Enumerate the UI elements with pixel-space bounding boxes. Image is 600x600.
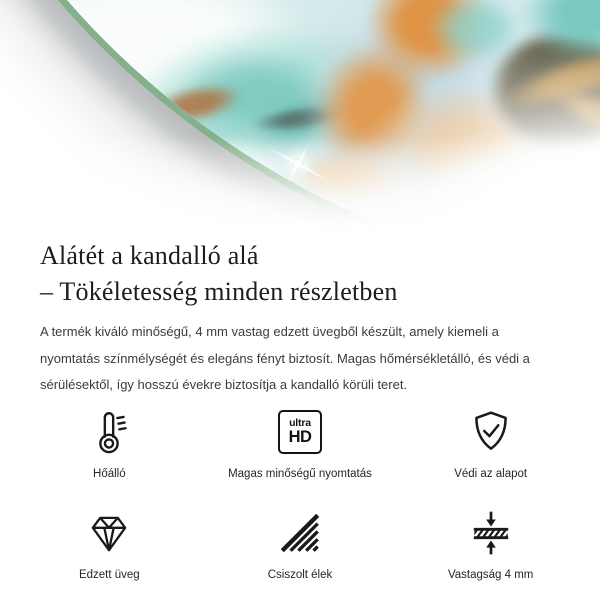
- feature-label: Magas minőségű nyomtatás: [228, 467, 372, 480]
- feature-thickness: [395, 507, 586, 581]
- polished-edges-icon: [275, 507, 325, 560]
- diamond-icon: [84, 507, 134, 560]
- feature-label: Védi az alapot: [454, 467, 528, 480]
- features-grid: [0, 406, 600, 581]
- ultra-hd-icon: [278, 406, 322, 459]
- thickness-arrows-icon: [466, 507, 516, 560]
- feature-label: Hőálló: [93, 467, 126, 480]
- page-title-line2: – Tökéletesség minden részletben: [40, 277, 398, 306]
- feature-label: Vastagság 4 mm: [447, 568, 534, 581]
- page-title-line1: Alátét a kandalló alá: [40, 241, 259, 270]
- feature-label: Csiszolt élek: [267, 568, 333, 581]
- product-description: A termék kiváló minőségű, 4 mm vastag edzett üvegből készült, amely kiemeli a nyomtatás színmélységét és elegáns fényt biztosít. Magas hőmérsékletálló, és védi a sérülésektől, így hosszú évekre biztosítja a kandalló körüli teret.: [40, 324, 530, 392]
- glass-plate-photo: [0, 0, 600, 236]
- ultra-hd-badge: [278, 410, 322, 454]
- feature-label: Edzett üveg: [78, 568, 140, 581]
- ultra-hd-badge-top: ultra: [289, 417, 311, 429]
- feature-polished-edges: [205, 507, 396, 581]
- ultra-hd-badge-bottom: HD: [288, 428, 312, 446]
- feature-print-quality: [205, 406, 396, 480]
- shield-check-icon: [466, 406, 516, 459]
- product-image: [0, 0, 600, 236]
- feature-tempered-glass: [14, 507, 205, 581]
- marble-artwork: [0, 0, 600, 236]
- thermometer-icon: [84, 406, 134, 459]
- feature-heat-resistant: [14, 406, 205, 480]
- page-title: [40, 238, 560, 310]
- feature-base-protection: [395, 406, 586, 480]
